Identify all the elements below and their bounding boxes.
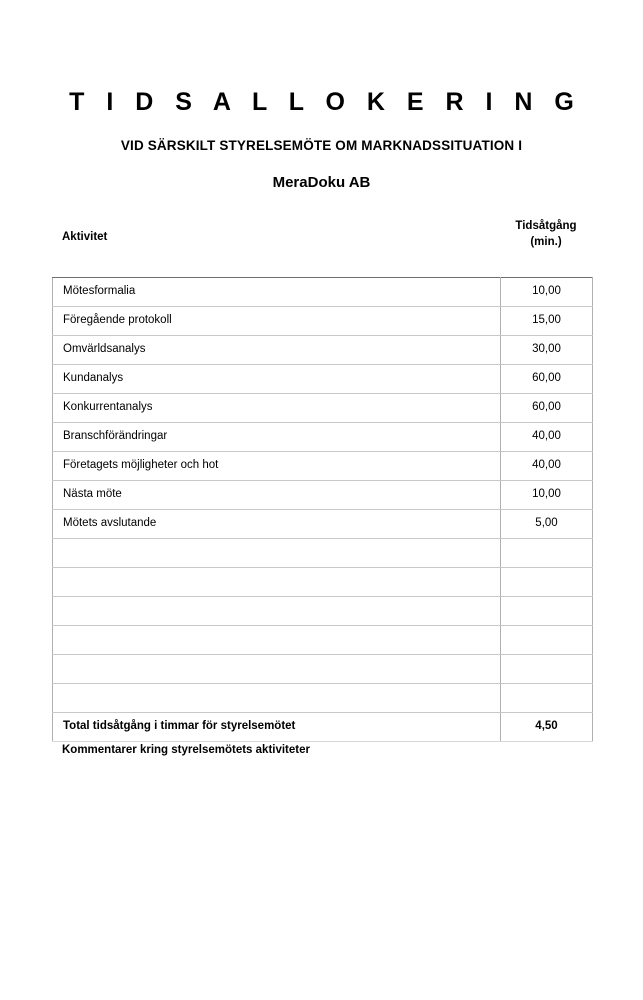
company-name: MeraDoku AB <box>272 174 371 191</box>
cell-activity[interactable]: Konkurrentanalys <box>53 394 501 423</box>
total-label: Total tidsåtgång i timmar för styrelsemötet <box>53 713 501 742</box>
cell-time[interactable]: 40,00 <box>501 452 593 481</box>
cell-time[interactable]: 30,00 <box>501 336 593 365</box>
cell-activity[interactable]: Föregående protokoll <box>53 307 501 336</box>
table-row <box>53 394 593 423</box>
page-subtitle: VID SÄRSKILT STYRELSEMÖTE OM MARKNADSSITUATION I <box>120 138 523 153</box>
table-row <box>53 307 593 336</box>
table-row <box>53 597 593 626</box>
table-row <box>53 278 593 307</box>
cell-time[interactable]: 5,00 <box>501 510 593 539</box>
cell-activity[interactable]: Omvärldsanalys <box>53 336 501 365</box>
table-row <box>53 684 593 713</box>
cell-time[interactable]: 15,00 <box>501 307 593 336</box>
cell-activity[interactable] <box>53 655 501 684</box>
cell-activity[interactable]: Mötets avslutande <box>53 510 501 539</box>
column-header-time-line2: (min.) <box>530 235 562 248</box>
cell-time[interactable] <box>501 539 593 568</box>
cell-activity[interactable] <box>53 539 501 568</box>
cell-activity[interactable]: Mötesformalia <box>53 278 501 307</box>
table-row <box>53 452 593 481</box>
table-row <box>53 336 593 365</box>
table-row <box>53 365 593 394</box>
cell-activity[interactable]: Företagets möjligheter och hot <box>53 452 501 481</box>
table-row <box>53 568 593 597</box>
table-row-total <box>53 713 593 742</box>
column-header-activity: Aktivitet <box>62 231 108 243</box>
cell-time[interactable]: 60,00 <box>501 365 593 394</box>
cell-activity[interactable] <box>53 597 501 626</box>
cell-time[interactable]: 60,00 <box>501 394 593 423</box>
column-header-time-line1: Tidsåtgång <box>515 220 577 232</box>
comment-heading: Kommentarer kring styrelsemötets aktiviteter <box>62 744 310 756</box>
cell-time[interactable] <box>501 597 593 626</box>
cell-time[interactable]: 10,00 <box>501 481 593 510</box>
time-allocation-table <box>52 277 593 742</box>
table-row <box>53 481 593 510</box>
cell-time[interactable]: 40,00 <box>501 423 593 452</box>
cell-time[interactable] <box>501 655 593 684</box>
cell-activity[interactable] <box>53 626 501 655</box>
cell-activity[interactable] <box>53 568 501 597</box>
page-title: T I D S A L L O K E R I N G <box>69 88 582 116</box>
cell-activity[interactable] <box>53 684 501 713</box>
table-row <box>53 510 593 539</box>
column-header-time <box>500 219 592 250</box>
table-row <box>53 423 593 452</box>
cell-time[interactable] <box>501 626 593 655</box>
table-row <box>53 626 593 655</box>
cell-activity[interactable]: Nästa möte <box>53 481 501 510</box>
cell-time[interactable] <box>501 568 593 597</box>
cell-time[interactable]: 10,00 <box>501 278 593 307</box>
table-row <box>53 539 593 568</box>
table-row <box>53 655 593 684</box>
total-value: 4,50 <box>501 713 593 742</box>
cell-activity[interactable]: Kundanalys <box>53 365 501 394</box>
table-body <box>53 278 593 742</box>
cell-activity[interactable]: Branschförändringar <box>53 423 501 452</box>
cell-time[interactable] <box>501 684 593 713</box>
